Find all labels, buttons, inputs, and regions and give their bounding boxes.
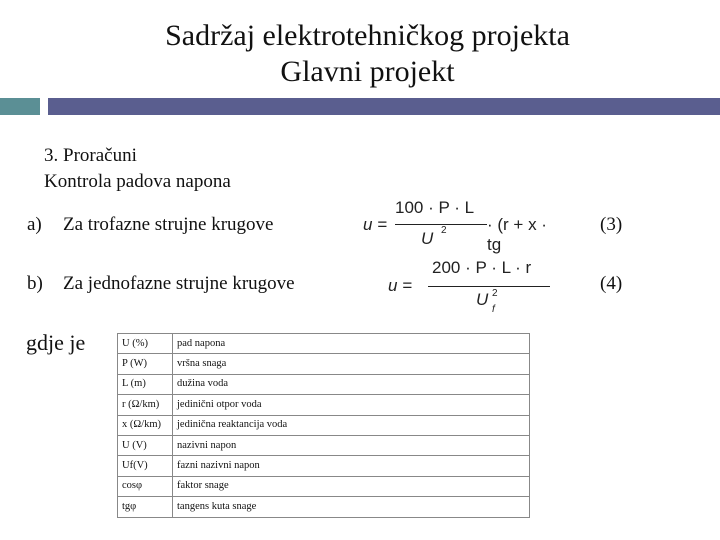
equation-number-3: (3) [600, 214, 623, 235]
accent-bar-small [0, 98, 40, 115]
symbol-cell: x (Ω/km) [118, 415, 173, 435]
symbol-cell: L (m) [118, 374, 173, 394]
equation-number-4: (4) [600, 273, 623, 294]
formula-exponent: 2 [441, 225, 447, 236]
symbol-legend-table [117, 333, 530, 518]
symbol-cell: P (W) [118, 354, 173, 374]
section-title: 3. Proračuni [44, 145, 137, 166]
title-line-2: Glavni projekt [280, 55, 455, 88]
table-row [118, 334, 530, 354]
fraction-line [428, 286, 550, 287]
item-label: b) [27, 273, 43, 294]
table-row [118, 354, 530, 374]
formula-subscript: f [492, 304, 495, 315]
meaning-cell: vršna snaga [173, 354, 530, 374]
formula-numerator: 100 · P · L [395, 198, 475, 217]
symbol-cell: U (V) [118, 435, 173, 455]
formula-lhs: u = [363, 215, 388, 234]
accent-bar [48, 98, 720, 115]
formula-denominator: U [421, 229, 434, 248]
formula-single-phase [388, 258, 588, 322]
table-row [118, 497, 530, 517]
formula-rhs: · (r + x · tg [487, 215, 547, 254]
meaning-cell: dužina voda [173, 374, 530, 394]
table-row [118, 415, 530, 435]
section-heading [44, 143, 231, 195]
table-row [118, 435, 530, 455]
formula-numerator: 200 · P · L · r [432, 258, 532, 277]
table-row [118, 476, 530, 496]
formula-exponent: 2 [492, 288, 498, 299]
item-text: Za jednofazne strujne krugove [63, 273, 295, 294]
legend-intro: gdje je [26, 330, 86, 355]
meaning-cell: tangens kuta snage [173, 497, 530, 517]
item-text: Za trofazne strujne krugove [63, 214, 274, 235]
meaning-cell: fazni nazivni napon [173, 456, 530, 476]
meaning-cell: pad napona [173, 334, 530, 354]
symbol-cell: tgφ [118, 497, 173, 517]
formula-three-phase [363, 198, 563, 258]
symbol-cell: U (%) [118, 334, 173, 354]
meaning-cell: jedinična reaktancija voda [173, 415, 530, 435]
slide-title [0, 18, 720, 90]
table-row [118, 395, 530, 415]
item-three-phase [27, 214, 274, 236]
table-row [118, 456, 530, 476]
item-single-phase [27, 273, 295, 295]
title-line-1: Sadržaj elektrotehničkog projekta [165, 19, 570, 52]
symbol-cell: cosφ [118, 476, 173, 496]
meaning-cell: nazivni napon [173, 435, 530, 455]
meaning-cell: jedinični otpor voda [173, 395, 530, 415]
formula-lhs: u = [388, 276, 413, 295]
meaning-cell: faktor snage [173, 476, 530, 496]
symbol-cell: Uf(V) [118, 456, 173, 476]
formula-denominator: U [476, 290, 489, 309]
symbol-cell: r (Ω/km) [118, 395, 173, 415]
item-label: a) [27, 214, 42, 235]
table-row [118, 374, 530, 394]
subsection-title: Kontrola padova napona [44, 171, 231, 192]
